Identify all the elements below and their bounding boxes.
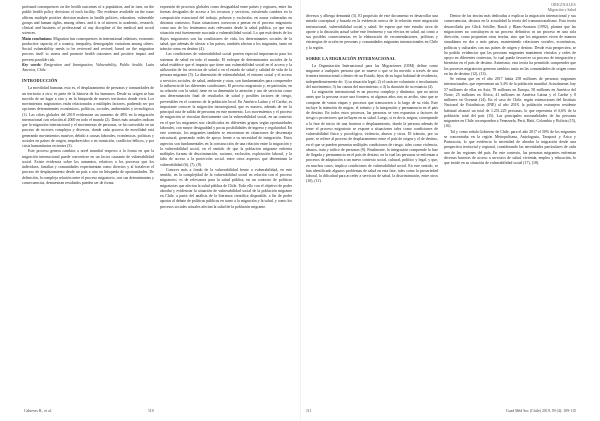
key-words bbox=[22, 63, 154, 74]
page-number-right: 111 bbox=[306, 409, 312, 413]
running-head-section: ORIGINALES bbox=[551, 3, 576, 7]
key-words-label: Key words: bbox=[22, 62, 42, 67]
intro-paragraph-1: La movilidad humana, esto es, el desplazamiento de personas y comunidades de un territorio a otro, es parte de la historia de los humanos. Desde su origen se han movido de un lugar a otro y en la búsqueda de nuevos territorios donde vivir. Los movimientos migratorios están relacionados a múltiples factores, pudiendo ser por opciones determinantes económicos, políticos, sociales, ambientales y tecnológicos (1). Las cifras globales del 2019 evidencian un aumento de 48% en la migración internacional con relación al 2000 en todo el mundo (2). Datos más actuales indican que la migración internacional y el movimiento de personas, se ha convertido en un proceso de sectores complejos y diversos, donde cada proceso de movilidad está generando movimientos masivos debido a causas laborales, económicas, políticas y sociales en países de origen, empobrecidos o en transición, conflictos bélicos, y por crisis humanitarias recientes (3). bbox=[22, 86, 154, 148]
body-paragraph: Tal y como señala Gobierno de Chile, para el año 2017 el 50% de los migrantes se concentraba en la región Metropolitana, Antofagasta, Tarapacá y Arica y Parinacota, lo que evidencia la necesidad de abordar la migración desde una perspectiva territorial y regional, considerando las necesidades particulares de cada una de las regiones del país. En este contexto, las personas migrantes enfrentan diversas barreras de acceso a servicios de salud, vivienda, empleo y educación, lo que incide en su situación de vulnerabilidad social (17), (18). bbox=[444, 129, 576, 165]
left-page-columns bbox=[22, 5, 292, 401]
main-conclusions-text: Migration has consequences in international relations, economic productive capacity of a country, inequality, demographic variations among others. Social vulnerability needs to be reviewed and revised, based on the migration process itself to assess and promote health outcomes and positive impact and prevent possible risk. bbox=[22, 36, 154, 62]
intro-paragraph-2: Este proceso genera cambios a nivel mundial respecto a la forma en que la migración internacional puede convertirse en un factor causante de vulnerabilidad social. Existe evidencia sobre los aumentos, relativos a los procesos que los individuos, familias y comunidades experimentan como diversos y al fortalecer el proceso de desplazamiento desde un país a otro en búsqueda de oportunidades. De definición, la compleja relación entre el proceso migratorio, con sus determinantes y consecuencias, demuestran resultados pueden ser de forma bbox=[22, 149, 154, 185]
main-conclusions-label: Main conclusions: bbox=[22, 36, 53, 41]
running-head bbox=[548, 3, 576, 12]
body-paragraph: diversos y alberga demanda (3). El propósito de este documento es desarrollar una mirada conceptual y basada en la evidencia acerca de la relación entre migración internacional, vulnerabilidad social y salud. Se espera que este estudio sirva de aporte a la discusión actual sobre este fenómeno y sus efectos en salud, así como a sus posibles consecuencias en la elaboración de recomendaciones, políticas y estrategias de acción en personas y comunidades migrantes internacionales en Chile y la región. bbox=[306, 14, 438, 50]
body-paragraph: Se estima que en el año 2017 había 258 millones de personas migrantes internacionales, que representan un 3,4% de la población mundial. Actualmente, hay 57 millones de ellas en Asia, 78 millones en Europa, 58 millones en América del Norte, 25 millones en África, 41 millones en América Latina y el Caribe y 8 millones en Oceanía (14). En el caso de Chile, según estimaciones del Instituto Nacional de Estadísticas (INE) al año 2018, la población extranjera residente habitual alcanzó un total de 1.251.225 personas, lo que representa el 6,6% de la población total del país (15). Las principales nacionalidades de las personas migrantes en Chile corresponden a Venezuela, Perú, Haití, Colombia y Bolivia (15), (16). bbox=[444, 77, 576, 129]
section-heading-introduccion: INTRODUCCIÓN bbox=[22, 78, 58, 84]
body-paragraph: expresión de procesos globales como desigualdad entre países y regiones, entre las formas desiguales de acceso a los recursos y servicios, existiendo cambios en la composición estructural del trabajo, pobreza y exclusión, en zonas vulneradas en distintos contextos. Estas situaciones convocan a pensar en el proceso migratorio como uno de los fenómenos más relevantes desde la salud pública, ya que esta situación está fuertemente asociada a vulnerabilidad social. Lo que está detrás de los flujos migratorios son las condiciones de vida, los determinantes sociales de la salud, que además de afectar a los países, también afectan a los migrantes, tanto en tránsito como en destino (4). bbox=[160, 5, 292, 51]
right-col-1 bbox=[306, 14, 438, 401]
main-conclusions bbox=[22, 37, 154, 63]
body-paragraph: Dentro de las teorías más dedicadas a explicar la migración internacional y sus consecuencias, destaca en la actualidad la teoría del transnacionalismo. Esta teoría desarrollada por Glick Schiller, Basch y Blanc-Szanton (1992), plantea que las migraciones no constituyen ni un proceso definitivo ni un proceso en una sola dirección, como proponían otras teorías, sino que los migrantes viven de manera simultánea en dos o más países, manteniendo relaciones sociales, económicas, políticas y culturales con sus países de origen y destino. Desde esta perspectiva, se ha podido evidenciar que las personas migrantes mantienen vínculos y redes de apoyo en diferentes contextos, lo cual puede favorecer su proceso de integración y bienestar en el país de destino. Asimismo, esta teoría ha permitido comprender que los procesos migratorios generan cambios tanto en las comunidades de origen como en las de destino (12), (13). bbox=[444, 14, 576, 76]
footer-author: Cabieses B., et al. bbox=[24, 409, 52, 413]
left-col-1 bbox=[22, 5, 154, 401]
right-col-2 bbox=[444, 14, 576, 401]
body-paragraph: Las condiciones de vulnerabilidad social poseen especial importancia para los sistemas de salud en todo el mundo. El enfoque de determinantes sociales de la salud establece que el impacto que tiene una vulnerabilidad social en el acceso y la utilización de los servicios de salud o en el estado de salud y calidad de vida de la persona migrante (5). La dimensión de vulnerabilidad, el entorno social y el acceso a servicios sociales, de salud, ambiente y otras, son fundamentales para comprender la influencia de las diferentes condiciones. El proceso migratorio y, en particular, en su relación con la salud, tiene en su dimensión la atención y uso de servicios como una determinación final de resultados de salud y posibles factores de riesgo, prevenibles en el contexto de la población local. En América Latina y el Caribe, es importante conocer la migración intrarregional, que es masiva, además de ser la principal ruta de salida de personas en este momento. Los movimientos y el proceso de migración se vinculan directamente con la vulnerabilidad social, en un contexto en el que los migrantes son clasificados en diferentes grupos según oportunidades laborales, con mayor desigualdad y pocas posibilidades de ingreso y regularidad. En este contexto, los migrantes también se encuentran en situaciones de desventaja estructural, generando redes de apoyo frente a su necesidad de integración. Estos aspectos son fundamentales en la construcción de una relación entre la migración y la vulnerabilidad social, en el sentido de que la población migrante enfrenta múltiples formas de discriminación, racismo, exclusión, explotación laboral, y la falta de acceso a la protección social, entre otros aspectos que determinan la vulnerabilidad (6), (7), (8). bbox=[160, 52, 292, 167]
abstract-paragraph: profound consequences on the health outcomes of a population, and in turn, on the public health policy decisions of each facility. The evidence available on the issue affirms multiple positive decision makers in health policies, education, vulnerable groups and human rights, among others, and it is of interest to academic, research, clinical and business of professional of any discipline of the medical and social sciences. bbox=[22, 5, 154, 36]
right-page bbox=[300, 0, 600, 421]
key-words-text: Emigration and Immigration, Vulnerability, Public health, Latin America, Chile. bbox=[22, 62, 154, 72]
footer-citation: Cuad Méd Soc (Chile) 2019, 59 (4): 109-115 bbox=[505, 409, 576, 413]
body-paragraph: La migración internacional es un proceso complejo y dinámico, que no inicia antes que la persona cruce una frontera, ni algunos años tras su arribo, sino que se compone de varias etapas y procesos que transcurren a lo largo de su vida. Este incluye la intención de migrar, el tránsito y la integración y permanencia en el país de destino. En todos estos procesos, las personas se ven expuestas a factores de riesgo o protectores que influyen en su salud. Luego, si es decir, migrar, corresponde a la fase de inicio de una frontera o desplazamiento, donde la persona además de tener el proceso migratorio se expone a situaciones tales como condiciones de vulnerabilidad física y psicológica, violencia, abusos y otros. El tránsito, por su parte, se refiere al proceso de desplazamiento entre el país de origen y el de destino, en el que se pueden presentar múltiples condiciones de riesgo, tales como violencia, abusos, trata y tráfico de personas (9). Finalmente, la integración comprende la fase de llegada y permanencia en el país de destino, en la cual las personas se enfrentan a procesos de adaptación a un nuevo contexto social, cultural, político y legal, y que, en muchos casos, implica condiciones de vulnerabilidad social. En este sentido, se han identificado algunos problemas de salud en esta fase, tales como la precariedad laboral, la dificultad para acceder a servicios de salud, la discriminación, entre otros (10), (11). bbox=[306, 90, 438, 184]
page-number-left: 110 bbox=[148, 409, 154, 413]
right-page-columns bbox=[306, 14, 576, 401]
left-col-2 bbox=[160, 5, 292, 401]
section-heading-migracion: SOBRE LA MIGRACIÓN INTERNACIONAL bbox=[306, 55, 396, 61]
body-paragraph: La Organización Internacional para las Migraciones (OIM) define como migrante a cualquier persona que se mueve o que se ha movido a través de una frontera internacional o dentro de un Estado, lejos de su lugar habitual de residencia, independientemente de: 1) su situación legal; 2) el carácter voluntario o involuntario del movimiento; 3) las causas del movimiento; o 4) la duración de su estancia (4). bbox=[306, 63, 438, 89]
body-paragraph: Conocer más a fondo de la vulnerabilidad frente a vulnerabilidad, en este sentido, en la complejidad de la vulnerabilidad social en relación con el proceso migratorio, es de relevancia para la salud pública, en un contexto de políticas migratorias que afectan la salud pública de Chile. Todo ello con el objetivo de poder abordar y evidenciar la situación de vulnerabilidad social de la población migrante en Chile, a partir del análisis de la literatura científica disponible, a fin de poder aportar al debate de políticas públicas en torno a la migración y la salud, y como los procesos sociales actuales afectan la salud de la población migrante. bbox=[160, 167, 292, 209]
running-head-subtitle: Migración y Salud bbox=[547, 7, 576, 12]
